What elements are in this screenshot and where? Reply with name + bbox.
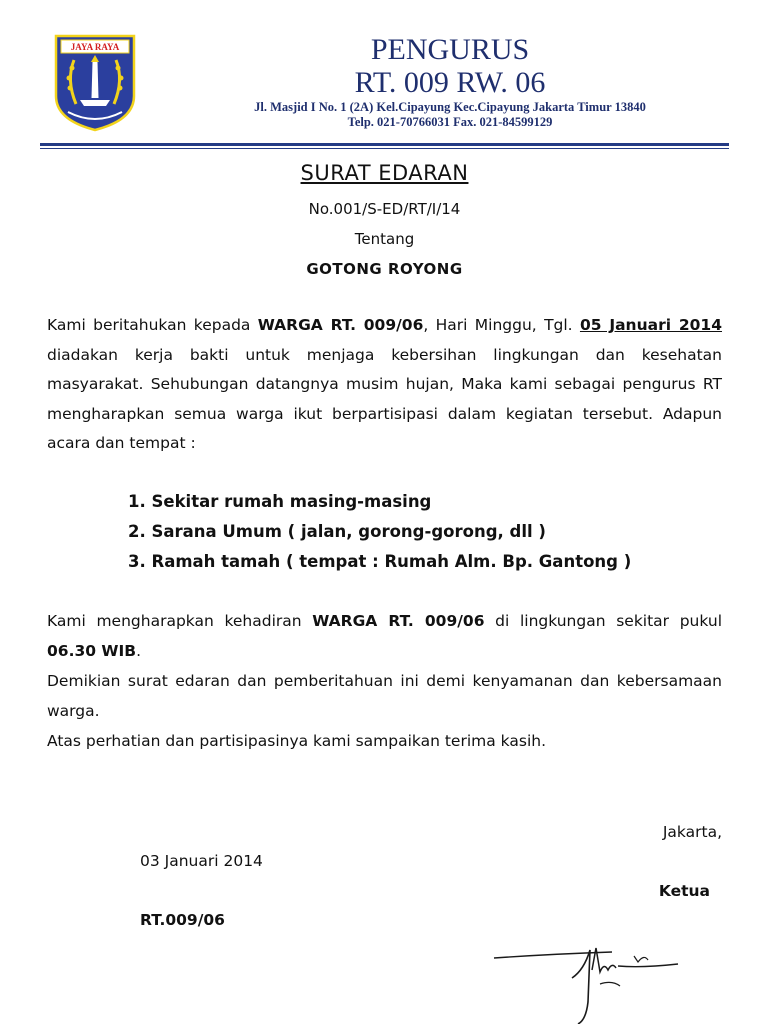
event-time: 06.30 WIB — [47, 641, 137, 660]
attendance-paragraph — [47, 607, 722, 666]
event-date: 05 Januari 2014 — [579, 316, 722, 334]
signing-city: Jakarta, — [662, 823, 722, 841]
document-number: No.001/S-ED/RT/I/14 — [308, 200, 461, 218]
document-title: SURAT EDARAN — [300, 161, 469, 185]
signing-date: 03 Januari 2014 — [140, 852, 263, 870]
document-about: Tentang — [354, 230, 415, 248]
intro-text: Kami beritahukan kepada — [47, 316, 258, 334]
intro-text-end: diadakan kerja bakti untuk menjaga kebersihan lingkungan dan kesehatan masyarakat. Sehubungan datangnya musim hujan, Maka kami sebagai pengurus RT mengharapkan semua warga ikut berpartisipasi dalam kegiatan tersebut. Adapun acara dan tempat : — [47, 345, 722, 452]
handwritten-signature-icon — [492, 942, 682, 1024]
letterhead-divider-thin — [40, 148, 729, 149]
intro-paragraph — [47, 311, 722, 459]
document-subject: GOTONG ROYONG — [306, 260, 463, 278]
letterhead-divider — [40, 143, 729, 146]
attendance-text-mid: di lingkungan sekitar pukul — [484, 612, 722, 630]
org-address: Jl. Masjid I No. 1 (2A) Kel.Cipayung Kec.Cipayung Jakarta Timur 13840 — [254, 100, 646, 114]
intro-text-mid: , Hari Minggu, Tgl. — [423, 316, 580, 334]
jaya-raya-emblem-icon — [54, 34, 136, 132]
list-item: 3. Ramah tamah ( tempat : Rumah Alm. Bp. Gantong ) — [128, 552, 632, 571]
org-rt-rw: RT. 009 RW. 06 — [354, 66, 546, 99]
list-item: 2. Sarana Umum ( jalan, gorong-gorong, dll ) — [128, 522, 546, 541]
activity-list — [128, 487, 631, 577]
org-contact: Telp. 021-70766031 Fax. 021-84599129 — [347, 115, 553, 129]
closing-paragraph: Demikian surat edaran dan pemberitahuan ini demi kenyamanan dan kebersamaan warga. — [47, 672, 722, 720]
letterhead — [0, 0, 768, 150]
org-name: PENGURUS — [370, 33, 530, 66]
logo-text: JAYA RAYA — [70, 42, 120, 52]
recipient-bold: WARGA RT. 009/06 — [257, 316, 424, 334]
signatory-role: Ketua — [658, 882, 710, 900]
recipient-bold-2: WARGA RT. 009/06 — [312, 612, 485, 630]
thanks-paragraph: Atas perhatian dan partisipasinya kami sampaikan terima kasih. — [47, 732, 546, 750]
list-item: 1. Sekitar rumah masing-masing — [128, 492, 432, 511]
attendance-text-end: . — [136, 641, 142, 660]
signatory-unit: RT.009/06 — [140, 911, 225, 929]
attendance-text: Kami mengharapkan kehadiran — [47, 612, 313, 630]
